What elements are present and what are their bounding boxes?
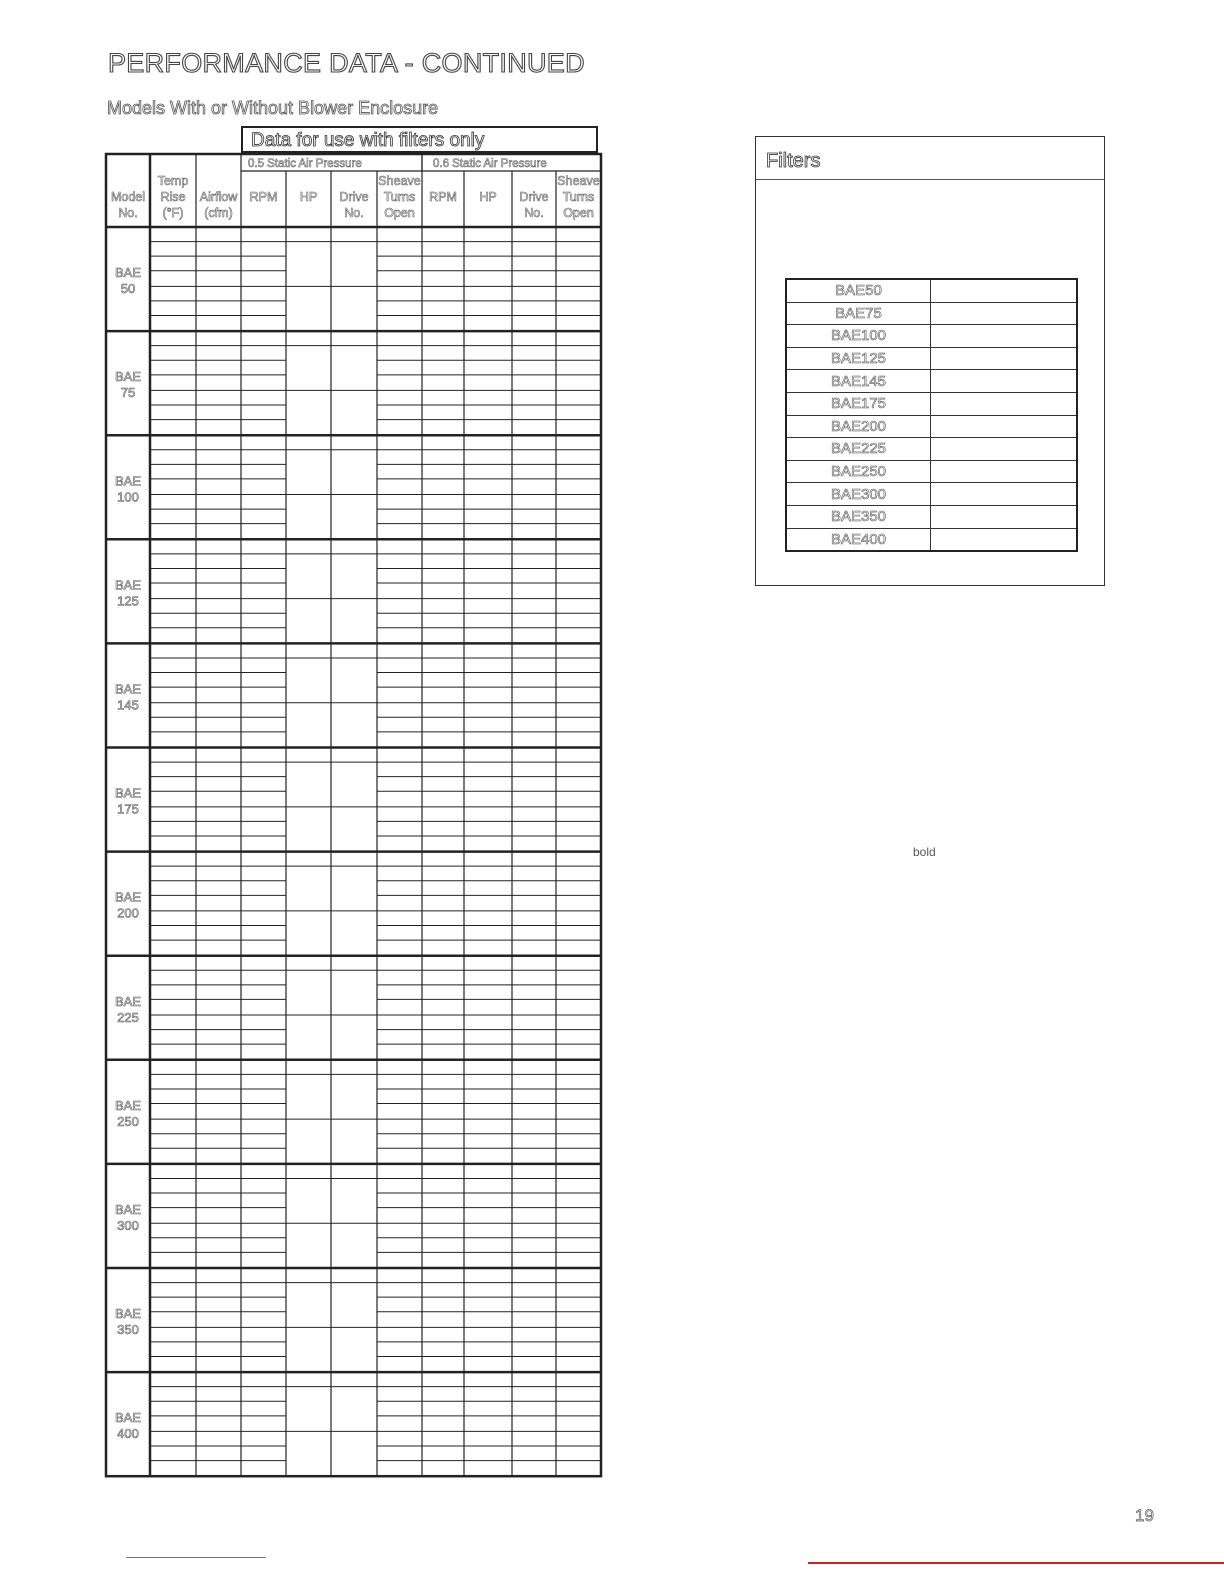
model-number: 75 (120, 385, 136, 401)
model-prefix: BAE (114, 1306, 142, 1322)
filters-model-cell: BAE50 (786, 279, 931, 302)
model-number: 250 (117, 1113, 139, 1129)
model-number: 100 (117, 489, 139, 505)
group-header: 0.6 Static Air Pressure (433, 158, 547, 170)
column-header: Drive (519, 190, 549, 204)
table-banner: Data for use with filters only (241, 126, 598, 153)
model-number: 300 (117, 1217, 139, 1233)
model-prefix: BAE (114, 473, 142, 489)
column-header: Model (110, 190, 146, 204)
table-frame (106, 154, 601, 1476)
column-header: Drive (339, 190, 369, 204)
filters-row (786, 528, 1077, 551)
filters-value-cell (931, 302, 1078, 325)
model-prefix: BAE (114, 1097, 142, 1113)
filters-table (785, 278, 1078, 552)
filters-value-cell (931, 325, 1078, 348)
filters-value-cell (931, 415, 1078, 438)
filters-row (786, 415, 1077, 438)
column-header: No. (344, 206, 364, 220)
filters-model-cell: BAE400 (786, 528, 931, 551)
model-number: 50 (120, 281, 136, 297)
filters-row (786, 347, 1077, 370)
filters-model-cell: BAE125 (786, 347, 931, 370)
column-header: Open (384, 206, 415, 220)
filters-model-cell: BAE100 (786, 325, 931, 348)
model-prefix: BAE (114, 265, 142, 281)
filters-value-cell (931, 528, 1078, 551)
filters-value-cell (931, 505, 1078, 528)
page-subtitle: Models With or Without Blower Enclosure (107, 98, 439, 118)
filters-model-cell: BAE145 (786, 370, 931, 393)
column-header: Turns (562, 190, 595, 204)
model-number: 175 (117, 801, 139, 817)
filters-title: Filters (756, 137, 1104, 180)
column-header: RPM (249, 190, 278, 204)
model-prefix: BAE (114, 1201, 142, 1217)
model-prefix: BAE (114, 889, 142, 905)
page-number: 19 (1135, 1506, 1154, 1525)
filters-model-cell: BAE300 (786, 483, 931, 506)
filters-model-cell: BAE250 (786, 460, 931, 483)
model-number: 350 (117, 1322, 139, 1338)
filters-model-cell: BAE175 (786, 392, 931, 415)
column-header: No. (524, 206, 544, 220)
model-prefix: BAE (114, 369, 142, 385)
page-title: PERFORMANCE DATA - CONTINUED (108, 48, 585, 78)
column-header: HP (299, 190, 318, 204)
filters-value-cell (931, 347, 1078, 370)
column-header: Temp (157, 174, 189, 188)
column-header: Turns (383, 190, 416, 204)
filters-value-cell (931, 460, 1078, 483)
column-header: (°F) (162, 206, 184, 220)
column-header: HP (479, 190, 497, 204)
filters-row (786, 505, 1077, 528)
group-header: 0.5 Static Air Pressure (248, 158, 362, 170)
filters-row (786, 370, 1077, 393)
footer-link-underline (126, 1557, 266, 1558)
filters-row (786, 392, 1077, 415)
filters-row (786, 483, 1077, 506)
note-text: bold (913, 845, 936, 859)
filters-model-cell: BAE200 (786, 415, 931, 438)
filters-row (786, 438, 1077, 461)
filters-value-cell (931, 438, 1078, 461)
column-header: Open (563, 206, 594, 220)
model-number: 200 (117, 905, 139, 921)
filters-model-cell: BAE350 (786, 505, 931, 528)
filters-model-cell: BAE75 (786, 302, 931, 325)
column-header: (cfm) (204, 206, 233, 220)
model-prefix: BAE (114, 993, 142, 1009)
column-header: No. (118, 206, 138, 220)
filters-row (786, 460, 1077, 483)
filters-panel (755, 136, 1105, 586)
filters-row (786, 325, 1077, 348)
filters-value-cell (931, 392, 1078, 415)
filters-row (786, 302, 1077, 325)
filters-model-cell: BAE225 (786, 438, 931, 461)
column-header: Sheave (378, 174, 421, 188)
model-number: 400 (117, 1426, 139, 1442)
column-header: RPM (429, 190, 457, 204)
filters-value-cell (931, 483, 1078, 506)
model-prefix: BAE (114, 1410, 142, 1426)
filters-value-cell (931, 279, 1078, 302)
model-number: 145 (117, 697, 139, 713)
model-prefix: BAE (114, 785, 142, 801)
footer-rule (808, 1562, 1224, 1564)
column-header: Airflow (199, 190, 238, 204)
filters-value-cell (931, 370, 1078, 393)
column-header: Rise (160, 190, 186, 204)
model-number: 225 (117, 1009, 139, 1025)
model-prefix: BAE (114, 681, 142, 697)
column-header: Sheave (557, 174, 600, 188)
model-number: 125 (117, 593, 139, 609)
filters-row (786, 279, 1077, 302)
model-prefix: BAE (114, 577, 142, 593)
